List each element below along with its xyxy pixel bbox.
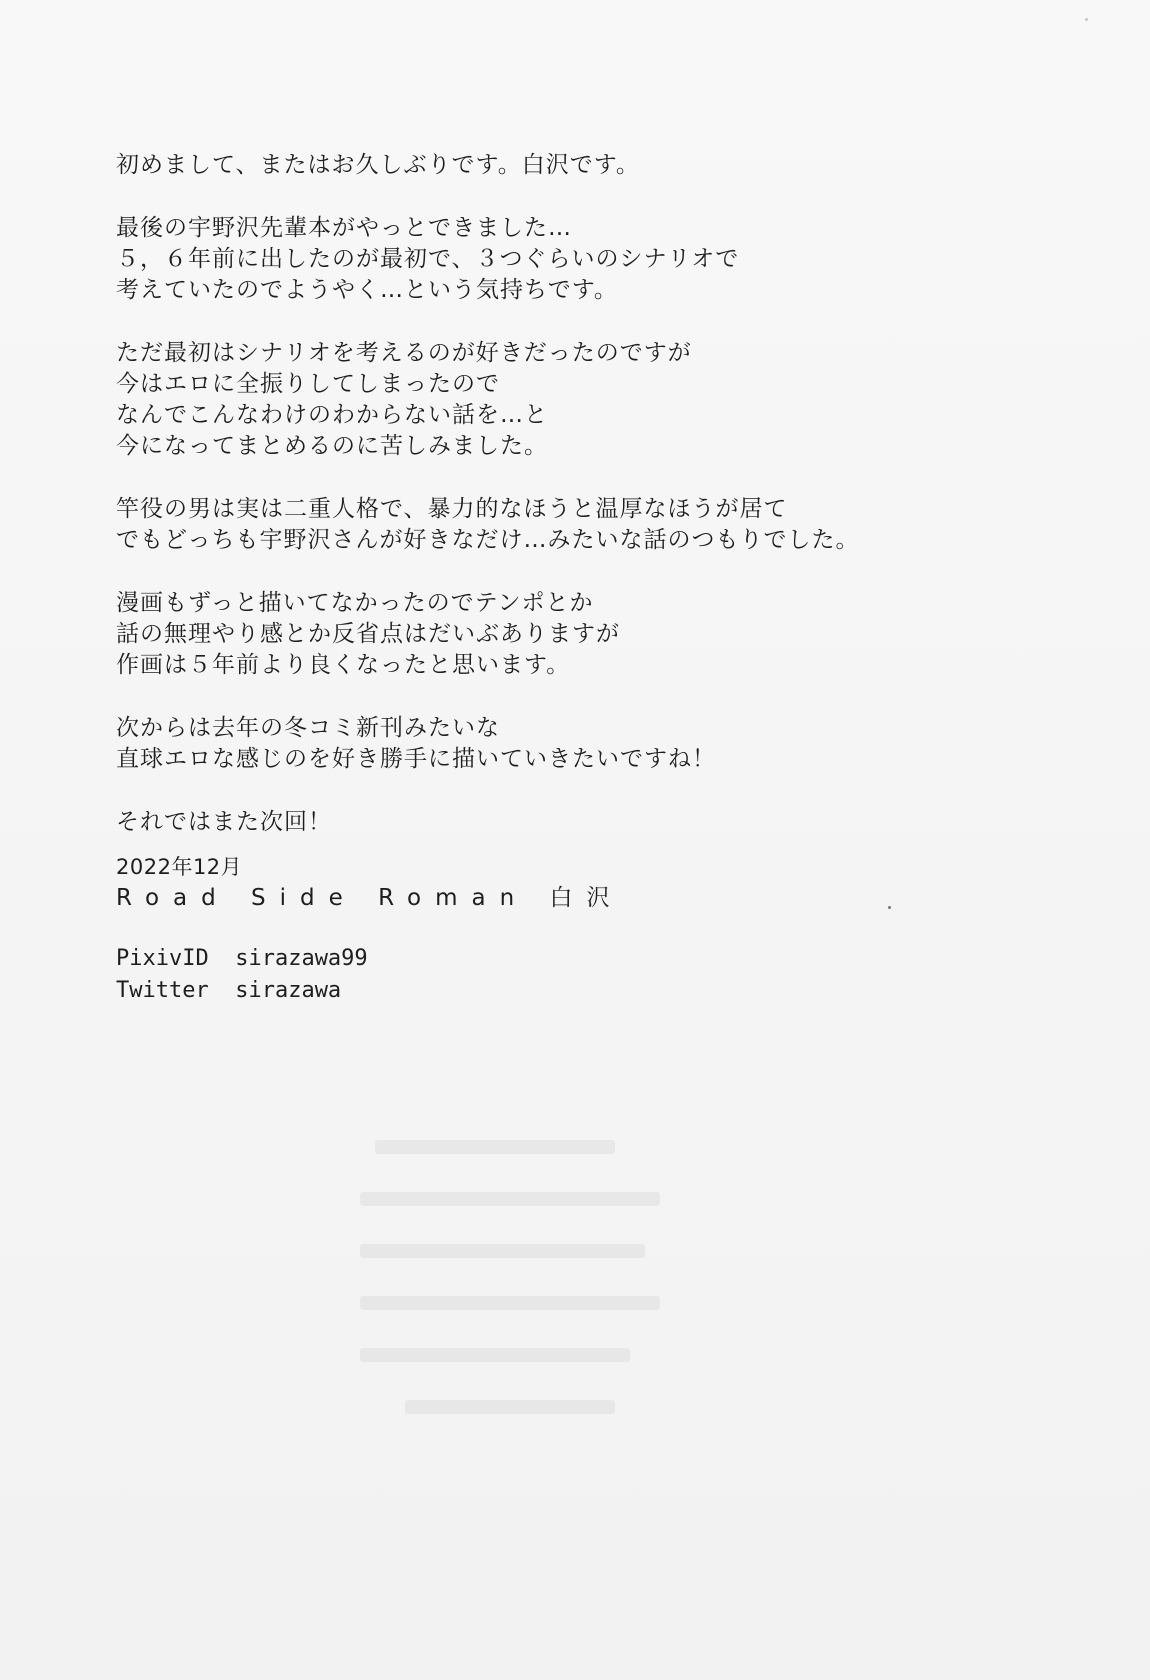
text-line: ただ最初はシナリオを考えるのが好きだったのですが bbox=[116, 340, 692, 366]
paragraph-character bbox=[116, 494, 1036, 556]
paragraph-completion bbox=[116, 213, 1036, 306]
afterword-text bbox=[116, 150, 1036, 870]
paragraph-closing bbox=[116, 807, 1036, 838]
text-line: 作画は５年前より良くなったと思います。 bbox=[116, 652, 571, 678]
paragraph-greeting bbox=[116, 150, 1036, 181]
contact-label: PixivID bbox=[116, 946, 209, 971]
contact-pixiv bbox=[116, 943, 368, 975]
text-line: 最後の宇野沢先輩本がやっとできました… bbox=[116, 215, 572, 241]
contact-twitter bbox=[116, 975, 368, 1007]
text-line: 今はエロに全振りしてしまったので bbox=[116, 371, 500, 397]
paragraph-scenario bbox=[116, 338, 1036, 462]
text-line: 話の無理やり感とか反省点はだいぶありますが bbox=[116, 621, 620, 647]
text-line: 考えていたのでようやく…という気持ちです。 bbox=[116, 277, 618, 303]
contact-value: sirazawa99 bbox=[235, 946, 368, 971]
contact-label: Twitter bbox=[116, 978, 209, 1003]
text-line: 漫画もずっと描いてなかったのでテンポとか bbox=[116, 590, 594, 616]
text-line: 次からは去年の冬コミ新刊みたいな bbox=[116, 715, 500, 741]
contact-value: sirazawa bbox=[235, 978, 342, 1003]
text-line: なんでこんなわけのわからない話を…と bbox=[116, 402, 548, 428]
signature-block bbox=[116, 852, 623, 914]
text-line: 直球エロな感じのを好き勝手に描いていきたいですね！ bbox=[116, 746, 716, 772]
signature-date: 2022年12月 bbox=[116, 855, 243, 879]
contact-list bbox=[116, 943, 368, 1007]
show-through-reverse-print bbox=[360, 1140, 660, 1452]
text-line: 竿役の男は実は二重人格で、暴力的なほうと温厚なほうが居て bbox=[116, 496, 788, 522]
circle-and-author: Road Side Roman 白沢 bbox=[116, 885, 624, 911]
paragraph-reflection bbox=[116, 588, 1036, 681]
text-line: 今になってまとめるのに苦しみました。 bbox=[116, 433, 548, 459]
text-line: でもどっちも宇野沢さんが好きなだけ…みたいな話のつもりでした。 bbox=[116, 527, 860, 553]
text-line: それではまた次回！ bbox=[116, 809, 332, 835]
text-line: 初めまして、またはお久しぶりです。白沢です。 bbox=[116, 152, 640, 178]
paper-speck bbox=[888, 906, 891, 909]
paragraph-future bbox=[116, 713, 1036, 775]
text-line: ５，６年前に出したのが最初で、３つぐらいのシナリオで bbox=[116, 246, 740, 272]
paper-speck bbox=[1085, 18, 1088, 21]
